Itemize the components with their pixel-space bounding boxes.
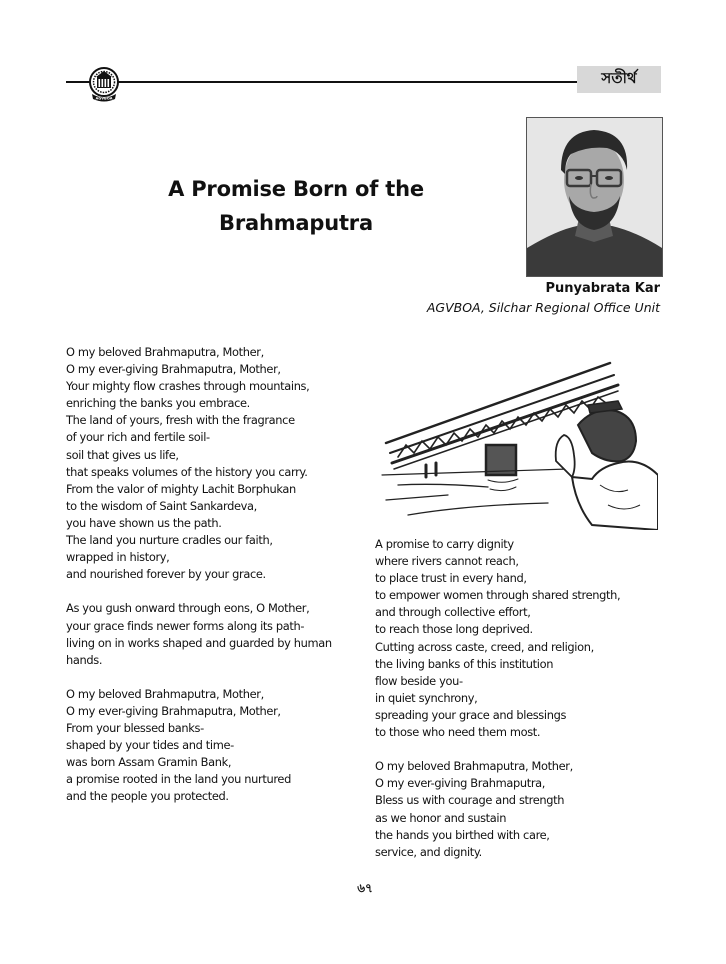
logo-text: AGVBOA	[95, 96, 113, 101]
poem-line: as we honor and sustain	[375, 810, 507, 825]
poem-line: O my beloved Brahmaputra, Mother,	[375, 759, 573, 774]
poem-line: shaped by your tides and time-	[66, 738, 234, 753]
poem-line: hands.	[66, 652, 103, 667]
poem-line: O my ever-giving Brahmaputra, Mother,	[66, 703, 281, 718]
poem-stanza	[66, 686, 366, 806]
poem-line: From your blessed banks-	[66, 721, 204, 736]
poem-stanza	[375, 758, 665, 861]
poem-line: was born Assam Gramin Bank,	[66, 755, 232, 770]
poem-line: and through collective effort,	[375, 605, 531, 620]
poem-line: to reach those long deprived.	[375, 622, 533, 637]
poem-line: where rivers cannot reach,	[375, 554, 519, 569]
poem-line: your grace finds newer forms along its path-	[66, 618, 305, 633]
poem-line: flow beside you-	[375, 673, 463, 688]
poem-line: and nourished forever by your grace.	[66, 567, 266, 582]
poem-line: The land of yours, fresh with the fragrance	[66, 413, 295, 428]
association-logo	[88, 66, 120, 102]
poem-line: Your mighty flow crashes through mountains,	[66, 379, 310, 394]
poem-left-column	[66, 344, 366, 823]
poem-line: Cutting across caste, creed, and religion,	[375, 639, 594, 654]
poem-line: to empower women through shared strength,	[375, 588, 621, 603]
poem-line: As you gush onward through eons, O Mother,	[66, 601, 310, 616]
poem-line: soil that gives us life,	[66, 447, 179, 462]
poem-line: of your rich and fertile soil-	[66, 430, 210, 445]
poem-line: you have shown us the path.	[66, 515, 222, 530]
poem-line: O my ever-giving Brahmaputra,	[375, 776, 546, 791]
poem-line: the living banks of this institution	[375, 656, 554, 671]
masthead-title: সতীৰ্থ	[577, 66, 661, 93]
bridge-sketch-illustration	[378, 345, 658, 530]
poem-line: a promise rooted in the land you nurtured	[66, 772, 291, 787]
poem-line: The land you nurture cradles our faith,	[66, 533, 273, 548]
poem-right-column	[375, 536, 665, 878]
poem-line: wrapped in history,	[66, 550, 170, 565]
poem-line: From the valor of mighty Lachit Borphukan	[66, 481, 296, 496]
poem-line: O my ever-giving Brahmaputra, Mother,	[66, 362, 281, 377]
poem-stanza	[66, 344, 366, 583]
poem-line: the hands you birthed with care,	[375, 827, 550, 842]
poem-line: to those who need them most.	[375, 725, 541, 740]
article-title	[140, 172, 452, 240]
poem-line: spreading your grace and blessings	[375, 707, 567, 722]
poem-line: in quiet synchrony,	[375, 690, 478, 705]
author-name: Punyabrata Kar	[545, 281, 660, 296]
poem-line: to place trust in every hand,	[375, 571, 527, 586]
poem-line: Bless us with courage and strength	[375, 793, 565, 808]
poem-line: O my beloved Brahmaputra, Mother,	[66, 345, 264, 359]
poem-line: living on in works shaped and guarded by human	[66, 635, 332, 650]
poem-line: O my beloved Brahmaputra, Mother,	[66, 686, 264, 701]
poem-line: enriching the banks you embrace.	[66, 396, 250, 411]
article-title-line-1: A Promise Born of the	[168, 177, 424, 201]
author-affiliation: AGVBOA, Silchar Regional Office Unit	[426, 300, 660, 315]
author-photo	[526, 117, 663, 277]
poem-stanza	[66, 600, 366, 668]
header-rule	[66, 81, 578, 83]
poem-line: service, and dignity.	[375, 844, 482, 859]
page-number: ৬৭	[357, 881, 373, 895]
poem-stanza	[375, 536, 665, 741]
poem-line: and the people you protected.	[66, 789, 229, 804]
poem-line: that speaks volumes of the history you carry.	[66, 464, 308, 479]
article-title-line-2: Brahmaputra	[219, 211, 373, 235]
poem-line: A promise to carry dignity	[375, 537, 514, 551]
poem-line: to the wisdom of Saint Sankardeva,	[66, 498, 257, 513]
